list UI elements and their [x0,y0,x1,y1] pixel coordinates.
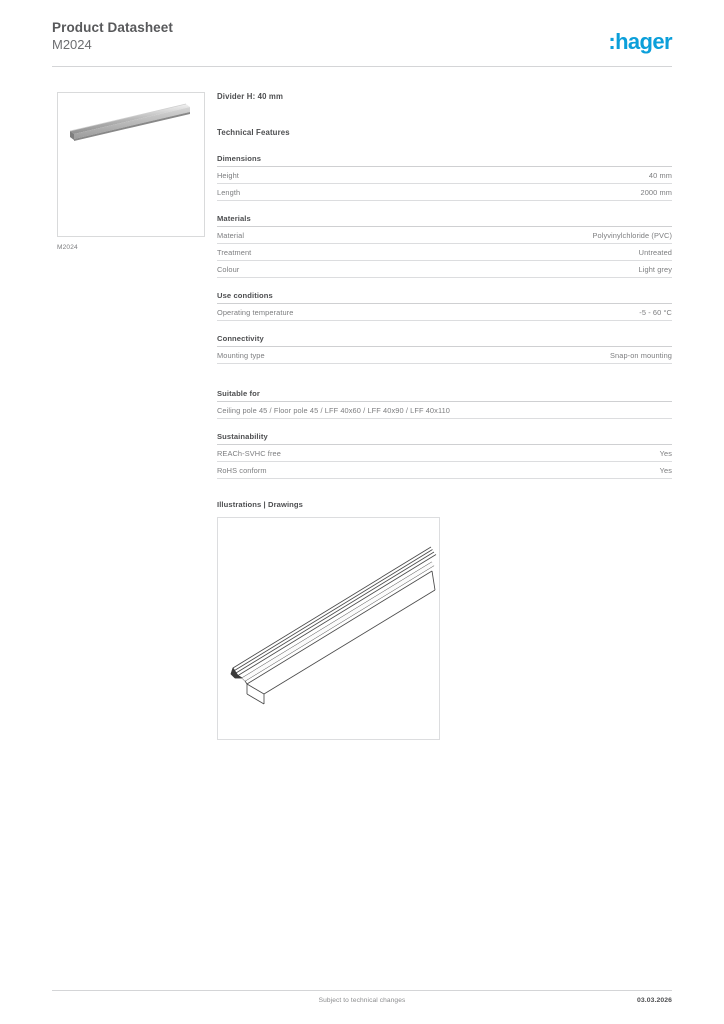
spec-label: Ceiling pole 45 / Floor pole 45 / LFF 40x60 / LFF 40x90 / LFF 40x110 [217,406,451,415]
spec-row [217,167,672,184]
spec-label: Height [217,171,239,180]
spec-label: Treatment [217,248,252,257]
spec-value: Yes [659,449,672,458]
spec-row [217,244,672,261]
spec-value: Snap-on mounting [610,351,672,360]
spec-group [217,389,672,419]
spec-label: RoHS conform [217,466,267,475]
page-footer [52,997,672,1011]
page-title: Product Datasheet [52,20,173,35]
spec-label: Mounting type [217,351,265,360]
product-photo-divider-profile [58,93,204,236]
spec-label: Operating temperature [217,308,294,317]
spec-value: Polyvinylchloride (PVC) [592,231,672,240]
spec-row [217,462,672,479]
spec-group [217,214,672,278]
product-thumbnail [57,92,205,237]
group-spacer [217,377,672,389]
spec-value: 2000 mm [640,188,672,197]
spec-group-title: Suitable for [217,389,672,402]
spec-value: Yes [659,466,672,475]
spec-row [217,227,672,244]
spec-group [217,291,672,321]
page-header [52,20,672,68]
main-content [217,92,672,740]
spec-value: Light grey [638,265,672,274]
spec-group [217,154,672,201]
spec-label: Length [217,188,241,197]
spec-value: 40 mm [648,171,672,180]
spec-group-title: Materials [217,214,672,227]
spec-row [217,402,672,419]
spec-group-title: Connectivity [217,334,672,347]
spec-row [217,445,672,462]
spec-group [217,432,672,479]
spec-group-title: Sustainability [217,432,672,445]
header-divider [52,66,672,67]
spec-row [217,347,672,364]
spec-value: -5 - 60 °C [639,308,672,317]
page-subtitle: M2024 [52,37,92,52]
footer-date: 03.03.2026 [636,997,672,1004]
technical-drawing-frame [217,517,440,740]
spec-group-title: Dimensions [217,154,672,167]
spec-label: REACh-SVHC free [217,449,281,458]
spec-group [217,334,672,364]
technical-line-drawing-divider-profile [218,518,439,739]
spec-group-title: Use conditions [217,291,672,304]
spec-value: Untreated [638,248,672,257]
footer-note: Subject to technical changes [318,997,406,1004]
spec-label: Colour [217,265,240,274]
specification-groups [217,154,672,479]
hager-logo: :hager [608,29,672,54]
spec-row [217,304,672,321]
illustrations-heading: Illustrations | Drawings [217,500,303,509]
thumbnail-caption: M2024 [57,244,78,251]
technical-features-heading: Technical Features [217,128,290,137]
spec-row [217,184,672,201]
spec-label: Material [217,231,245,240]
product-name: Divider H: 40 mm [217,92,284,101]
spec-row [217,261,672,278]
footer-divider [52,990,672,991]
